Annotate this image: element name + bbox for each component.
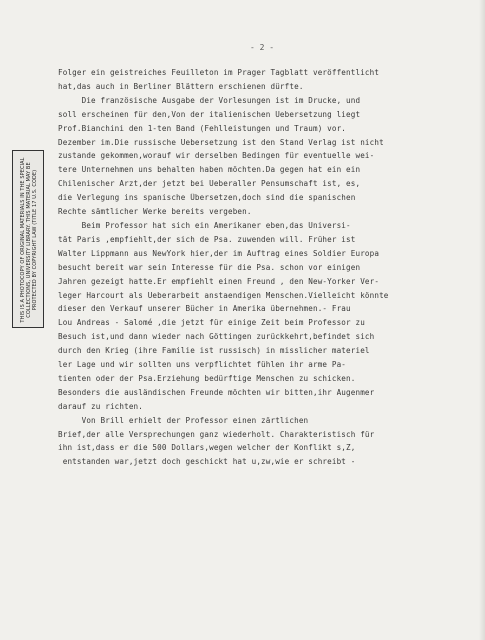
text-line: leger Harcourt als Ueberarbeit anstaendigen Menschen.Vielleicht könnte	[58, 290, 389, 300]
text-line: Jahren gezeigt hatte.Er empfiehlt einen Freund , den New-Yorker Ver-	[58, 276, 380, 286]
text-line: zustande gekommen,worauf wir derselben Bedingen für eventuelle wei-	[58, 151, 375, 161]
text-line: dieser den Verkauf unserer Bücher in Amerika übernehmen.- Frau	[58, 304, 351, 314]
copyright-stamp	[12, 150, 44, 328]
text-line: Beim Professor hat sich ein Amerikaner eben,das Universi-	[58, 220, 351, 230]
text-line: Walter Lippmann aus NewYork hier,der im Auftrag eines Soldier Europa	[58, 248, 380, 258]
text-line: Besonders die ausländischen Freunde möchten wir bitten,ihr Augenmer	[58, 387, 375, 397]
text-line: Von Brill erhielt der Professor einen zärtlichen	[58, 415, 309, 425]
text-line: tienten oder der Psa.Erziehung bedürftige Menschen zu schicken.	[58, 373, 356, 383]
scan-edge-shadow	[479, 0, 485, 640]
page-number: - 2 -	[250, 43, 275, 52]
text-line: Dezember im.Die russische Uebersetzung ist den Stand Verlag ist nicht	[58, 137, 384, 147]
text-line: Lou Andreas - Salomé ,die jetzt für einige Zeit beim Professor zu	[58, 318, 365, 328]
text-line: Folger ein geistreiches Feuilleton im Prager Tagblatt veröffentlicht	[58, 68, 380, 77]
text-line: Prof.Bianchini den 1-ten Band (Fehlleistungen und Traum) vor.	[58, 123, 347, 133]
text-line: ihn ist,dass er die 500 Dollars,wegen welcher der Konflikt s,Z,	[58, 443, 356, 453]
text-line: besucht bereit war sein Interesse für die Psa. schon vor einigen	[58, 262, 361, 272]
text-line: Besuch ist,und dann wieder nach Göttingen zurückkehrt,befindet sich	[58, 332, 375, 342]
copyright-stamp-text: THIS IS A PHOTOCOPY OF ORIGINAL MATERIALS IN THE SPECIAL COLLECTIONS, UNIVERSITY LIBRARY. THIS MATERIAL MAY BE PROTECTED BY COPYRIGHT LAW (TITLE 17 U.S. CODE)	[20, 157, 38, 323]
text-line: hat,das auch in Berliner Blättern erschienen dürfte.	[58, 81, 304, 91]
text-line: Rechte sämtlicher Werke bereits vergeben.	[58, 207, 252, 217]
text-line: tere Unternehmen uns behalten haben möchten.Da gegen hat ein ein	[58, 165, 361, 175]
text-line: die Verlegung ins spanische Übersetzen,doch sind die spanischen	[58, 193, 356, 203]
text-line: Die französische Ausgabe der Vorlesungen ist im Drucke, und	[58, 95, 361, 105]
text-line: Brief,der alle Versprechungen ganz wiederholt. Charakteristisch für	[58, 429, 375, 439]
text-line: darauf zu richten.	[58, 401, 143, 411]
text-line: tät Paris ,empfiehlt,der sich de Psa. zuwenden will. Früher ist	[58, 234, 356, 244]
text-line: soll erscheinen für den,Von der italienischen Uebersetzung liegt	[58, 109, 361, 119]
typed-letter-body	[58, 66, 463, 469]
text-line: entstanden war,jetzt doch geschickt hat u,zw,wie er schreibt -	[58, 457, 356, 467]
text-line: durch den Krieg (ihre Familie ist russisch) in misslicher materiel	[58, 346, 370, 356]
text-line: ler Lage und wir sollten uns verpflichtet fühlen ihr arme Pa-	[58, 360, 347, 370]
text-line: Chilenischer Arzt,der jetzt bei Ueberaller Pensumschaft ist, es,	[58, 179, 361, 189]
